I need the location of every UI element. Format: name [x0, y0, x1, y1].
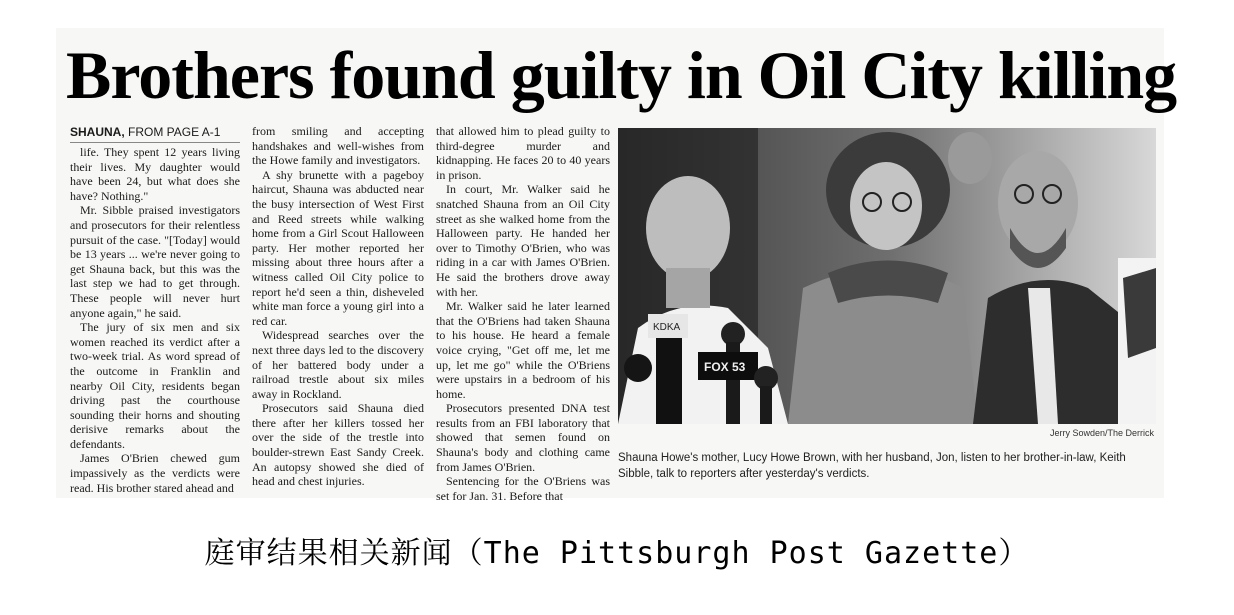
paragraph: James O'Brien chewed gum impassively as the verdicts were read. His brother stared ahead and: [70, 451, 240, 495]
mic-label-fox: FOX 53: [704, 360, 746, 374]
paragraph: from smiling and accepting handshakes and well-wishes from the Howe family and investigators.: [252, 124, 424, 168]
paragraph: life. They spent 12 years living their lives. My daughter would have been 24, but what does she have? Nothing.": [70, 145, 240, 203]
paragraph: The jury of six men and six women reached its verdict after a two-week trial. As word spread of the outcome in Franklin and nearby Oil City, residents began driving past the courthouse sounding their horns and shouting derisive remarks about the defendants.: [70, 320, 240, 451]
jump-label: SHAUNA,: [70, 125, 125, 139]
mic-label-kdka: KDKA: [653, 322, 681, 333]
photo-caption: Shauna Howe's mother, Lucy Howe Brown, with her husband, Jon, listen to her brother-in-law, Keith Sibble, talk to reporters after yesterday's verdicts.: [618, 452, 1126, 480]
photo-credit: Jerry Sowden/The Derrick: [1049, 428, 1154, 438]
headline: Brothers found guilty in Oil City killing: [66, 37, 1177, 113]
paragraph: Prosecutors presented DNA test results from an FBI laboratory that showed that semen found on Shauna's body and clothing came from James O'Brien.: [436, 401, 610, 474]
paragraph: Prosecutors said Shauna died there after her killers tossed her over the side of the trestle into boulder-strewn East Sandy Creek. An autopsy showed she died of head and chest injuries.: [252, 401, 424, 489]
jump-line: [70, 124, 240, 143]
page-caption: 庭审结果相关新闻（The Pittsburgh Post Gazette）: [204, 536, 1030, 571]
article-column-3: [436, 124, 610, 503]
news-photo: [618, 128, 1156, 424]
paragraph: Sentencing for the O'Briens was set for Jan. 31. Before that: [436, 474, 610, 503]
paragraph: Widespread searches over the next three days led to the discovery of her battered body under a railroad trestle about six miles away in Rockland.: [252, 328, 424, 401]
photo-illustration: [618, 128, 1156, 424]
paragraph: that allowed him to plead guilty to third-degree murder and kidnapping. He faces 20 to 40 years in prison.: [436, 124, 610, 182]
paragraph: A shy brunette with a pageboy haircut, Shauna was abducted near the busy intersection of West First and Reed streets while walking home from a Girl Scout Halloween party. Her mother reported her missing about three hours after a witness called Oil City police to report he'd seen a thin, disheveled white man force a young girl into a red car.: [252, 167, 424, 328]
paragraph: Mr. Sibble praised investigators and prosecutors for their relentless pursuit of the case. "[Today] would be 13 years ... we're never going to get Shauna back, but this was the last step we had to get through. These people will never hurt anyone again," he said.: [70, 203, 240, 320]
jump-source: FROM PAGE A-1: [128, 125, 221, 139]
paragraph: In court, Mr. Walker said he snatched Shauna from an Oil City street as she walked home from the Halloween party. He handed her over to Timothy O'Brien, who was riding in a car with James O'Brien. He said the brothers drove away with her.: [436, 182, 610, 299]
newspaper-clipping: [56, 28, 1177, 503]
paragraph: Mr. Walker said he later learned that the O'Briens had taken Shauna to his house. He heard a female voice crying, "Get off me, let me up, let me go" while the O'Briens were upstairs in a bedroom of his home.: [436, 299, 610, 401]
article-column-2: [252, 124, 424, 489]
article-column-1: [70, 124, 240, 495]
